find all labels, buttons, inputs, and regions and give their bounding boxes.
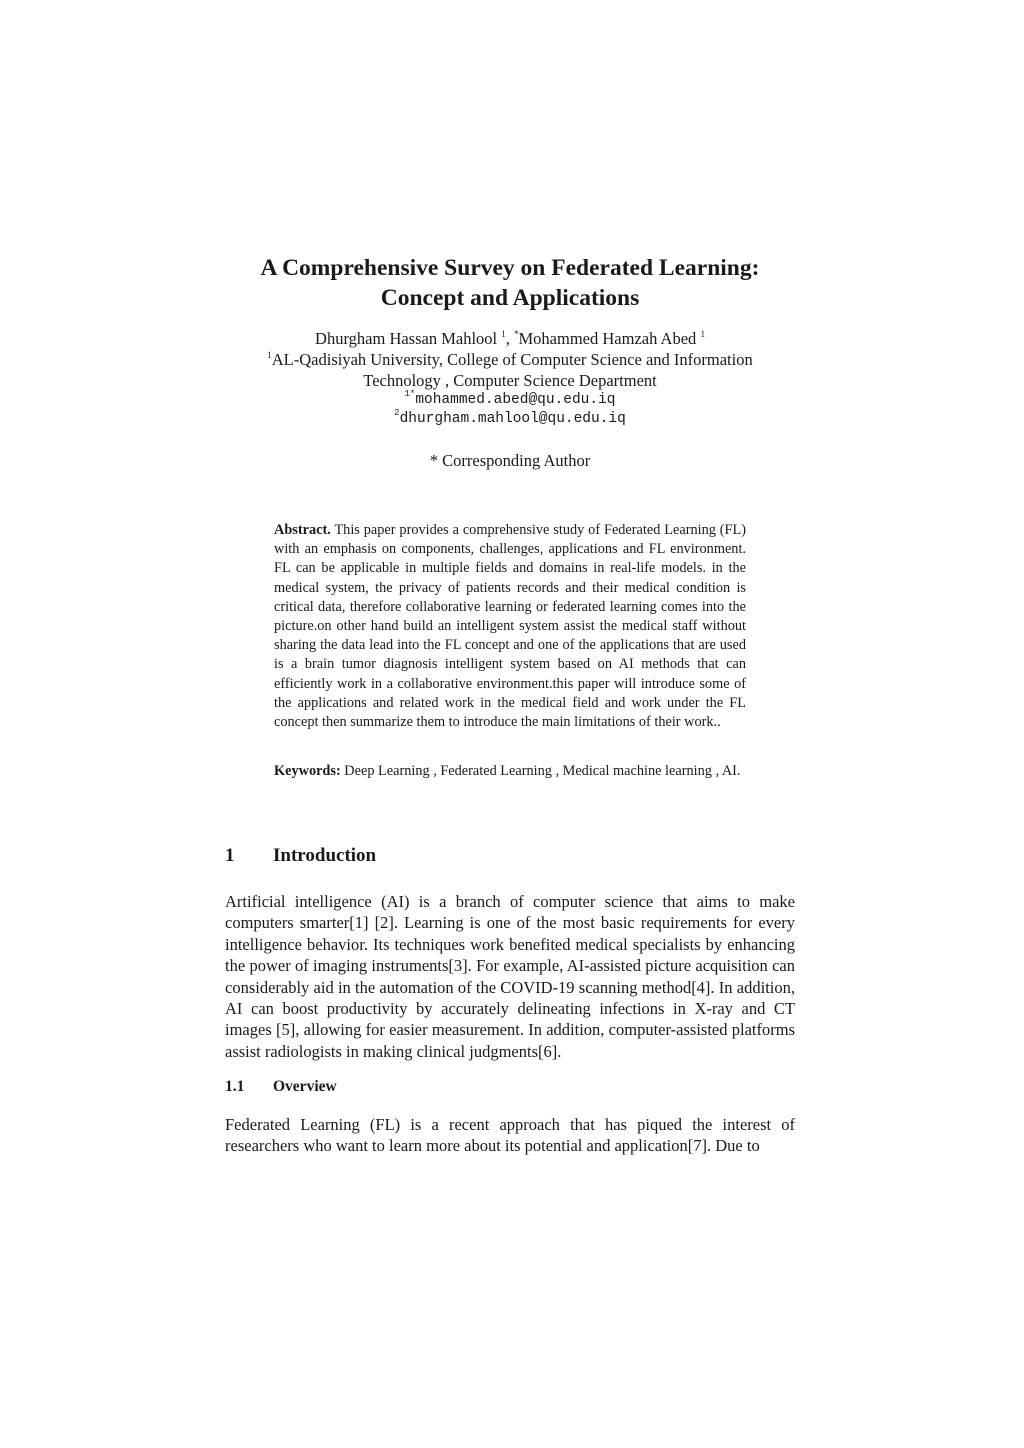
email-line-1	[160, 391, 860, 410]
title-line-2: Concept and Applications	[380, 285, 640, 311]
email-1-mark: 1*	[404, 389, 416, 399]
author-1-name: Dhurgham Hassan Mahlool	[315, 329, 498, 348]
section-title: Introduction	[273, 845, 377, 866]
email-2-mark: 2	[394, 408, 400, 418]
author-2-affil-mark: 1	[700, 329, 705, 339]
author-separator: ,	[505, 329, 510, 348]
subsection-heading-overview	[225, 1076, 337, 1097]
overview-paragraph: Federated Learning (FL) is a recent approach that has piqued the interest of researchers who want to learn more about its potential and application[7]. Due to	[225, 1115, 795, 1156]
corresponding-author-note: * Corresponding Author	[429, 451, 591, 470]
subsection-title: Overview	[273, 1078, 337, 1095]
author-2-name: Mohammed Hamzah Abed	[518, 329, 697, 348]
abstract-label: Abstract.	[274, 522, 331, 538]
title-line-1: A Comprehensive Survey on Federated Learning:	[260, 255, 760, 281]
keywords-text: Deep Learning , Federated Learning , Medical machine learning , AI.	[344, 763, 741, 779]
author-line	[160, 328, 860, 349]
email-line-2	[160, 410, 860, 429]
introduction-paragraph: Artificial intelligence (AI) is a branch of computer science that aims to make computers smarter[1] [2]. Learning is one of the most basic requirements for every intelligence behavior. Its techniques work benefited medical specialists by enhancing the power of imaging instruments[3]. For example, AI-assisted picture acquisition can considerably aid in the automation of the COVID-19 scanning method[4]. In addition, AI can boost productivity by accurately delineating infections in X-ray and CT images [5], allowing for easier measurement. In addition, computer-assisted platforms assist radiologists in making clinical judgments[6].	[225, 892, 795, 1061]
affiliation-line-1	[160, 349, 860, 370]
abstract	[274, 521, 746, 732]
keywords-label: Keywords:	[274, 763, 341, 779]
author-block	[160, 328, 860, 429]
affiliation-line-2: Technology , Computer Science Department	[363, 371, 657, 390]
affiliation-mark: 1	[267, 350, 272, 360]
section-heading-introduction	[225, 843, 376, 869]
email-2[interactable]: dhurgham.mahlool@qu.edu.iq	[399, 411, 626, 427]
author-1-affil-mark: 1	[501, 329, 506, 339]
abstract-text: This paper provides a comprehensive study of Federated Learning (FL) with an emphasis on components, challenges, applications and FL environment. FL can be applicable in multiple fields and domains in real-life models. in the medical system, the privacy of patients records and their medical condition is critical data, therefore collaborative learning or federated learning comes into the picture.on other hand build an intelligent system assist the medical staff without sharing the data lead into the FL concept and one of the applications that are used is a brain tumor diagnosis intelligent system based on AI methods that can efficiently work in a collaborative environment.this paper will introduce some of the applications and related work in the medical field and work under the FL concept then summarize them to introduce the main limitations of their work..	[274, 522, 746, 731]
email-1[interactable]: mohammed.abed@qu.edu.iq	[415, 392, 616, 408]
subsection-number: 1.1	[225, 1078, 245, 1095]
keywords	[274, 762, 746, 781]
corresponding-mark: *	[514, 329, 519, 339]
paper-title	[160, 253, 860, 313]
affiliation-text-1: AL-Qadisiyah University, College of Computer Science and Information	[271, 350, 753, 369]
section-number: 1	[225, 845, 235, 866]
